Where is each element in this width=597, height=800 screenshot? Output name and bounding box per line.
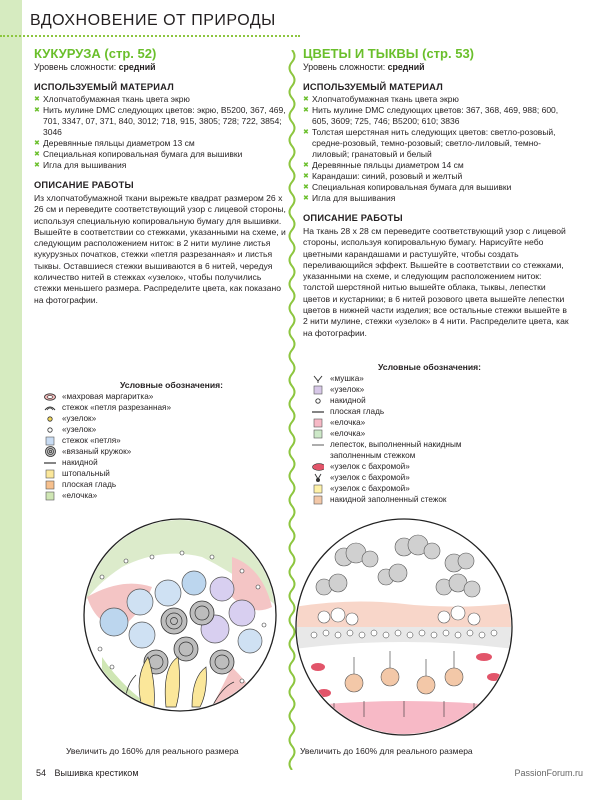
fringed-knot-icon xyxy=(312,473,324,483)
fringed-knot-icon xyxy=(312,484,324,494)
legend-label: «узелок с бахромой» xyxy=(330,462,410,471)
watermark: PassionForum.ru xyxy=(514,768,583,778)
lazy-daisy-icon xyxy=(312,396,324,406)
legend-title: Условные обозначения: xyxy=(120,380,223,390)
legend-label: «вязаный кружок» xyxy=(62,447,132,456)
material-item: ✖ Специальная копировальная бумага для вышивки xyxy=(34,149,289,160)
page-section-title: ВДОХНОВЕНИЕ ОТ ПРИРОДЫ xyxy=(30,12,276,29)
right-column xyxy=(303,46,573,339)
knot-icon xyxy=(44,414,56,424)
material-item: ✖ Нить мулине DMC следующих цветов: 367, 368, 469, 988; 600, 605, 3609; 725, 746; B5200; 610; 3836 xyxy=(303,105,573,127)
legend-item xyxy=(44,468,274,479)
legend-corn xyxy=(44,380,274,501)
cut-loop-icon xyxy=(44,403,56,413)
materials-list xyxy=(34,94,289,171)
pattern-title-flowers: ЦВЕТЫ И ТЫКВЫ (стр. 53) xyxy=(303,46,474,61)
legend-item xyxy=(312,417,577,428)
material-item: ✖ Игла для вышивания xyxy=(303,193,573,204)
corn-pattern-diagram xyxy=(82,517,278,713)
legend-label: накидной xyxy=(62,458,98,467)
materials-heading: ИСПОЛЬЗУЕМЫЙ МАТЕРИАЛ xyxy=(34,82,174,92)
description-text: Из хлопчатобумажной ткани вырежьте квадрат размером 26 x 26 см и переведите соответствующий узор с лицевой стороны, используя специальную копировальную бумагу для вышивки. Вышейте в соответствии со стежками, указанными на схеме, и следующим расположением ниток: в 2 нити мулине листья кукурузных початков, стежки «петля разрезанная» и листья тыквы. Оставшиеся стежки вышиваются в 6 нитей, чередуя количество нитей в стежках «узелок», чтобы получились стежки меньшего размера. Распределите цвета, как показано на фотографии. xyxy=(34,193,286,305)
legend-label: плоская гладь xyxy=(330,407,385,416)
pattern-title-corn: КУКУРУЗА (стр. 52) xyxy=(34,46,157,61)
legend-item xyxy=(44,413,274,424)
legend-item xyxy=(44,402,274,413)
description-heading: ОПИСАНИЕ РАБОТЫ xyxy=(34,180,134,190)
legend-label: «узелок с бахромой» xyxy=(330,473,410,482)
loop-stitch-icon xyxy=(44,436,56,446)
legend-item xyxy=(44,446,274,457)
legend-item xyxy=(44,490,274,501)
fishbone-stitch-icon xyxy=(312,418,324,428)
description-text: На ткань 28 x 28 см переведите соответствующий узор с лицевой стороны, используя копировальную бумагу. Нарисуйте небо цветными карандашами и растушуйте, чтобы создать переливающийся эффект. Вышейте в соответствии со стежками, указанными на схеме, и следующим расположением ниток: толстой шерстяной нитью вышейте облака, тыквы, лепестки цветов и кустарники; в 6 нитей розового цвета вышейте лепестки цветов в нижней части изделия; все остальные стежки вышейте в 2 нити мулине, стежки «узелок» в 4 нити. Распределите цвета, как на фотографии. xyxy=(303,226,569,338)
filled-stitch-icon xyxy=(312,495,324,505)
legend-label: «мушка» xyxy=(330,374,364,383)
page-footer xyxy=(36,768,139,778)
satin-line-icon xyxy=(312,407,324,417)
daisy-stitch-icon xyxy=(44,392,56,402)
legend-label: «елочка» xyxy=(330,429,366,438)
woven-circle-icon xyxy=(44,447,56,457)
materials-list xyxy=(303,94,573,204)
legend-item xyxy=(312,395,577,406)
legend-label: стежок «петля» xyxy=(62,436,121,445)
difficulty-value: средний xyxy=(387,62,425,72)
legend-label: «узелок с бахромой» xyxy=(330,484,410,493)
material-item: ✖ Хлопчатобумажная ткань цвета экрю xyxy=(34,94,289,105)
legend-label: «махровая маргаритка» xyxy=(62,392,154,401)
fishbone-stitch-icon xyxy=(44,491,56,501)
legend-label: «узелок» xyxy=(330,385,365,394)
legend-item xyxy=(44,391,274,402)
left-column xyxy=(34,46,289,306)
legend-title: Условные обозначения: xyxy=(378,362,481,372)
legend-label: «узелок» xyxy=(62,425,97,434)
legend-item xyxy=(312,373,577,384)
petal-line-icon xyxy=(312,440,324,450)
fly-stitch-icon xyxy=(312,374,324,384)
material-item: ✖ Карандаши: синий, розовый и желтый xyxy=(303,171,573,182)
header-divider xyxy=(0,35,300,37)
legend-item xyxy=(312,406,577,417)
legend-label: «елочка» xyxy=(62,491,98,500)
backstitch-line-icon xyxy=(44,458,56,468)
legend-item xyxy=(44,435,274,446)
material-item: ✖ Деревянные пяльцы диаметром 14 см xyxy=(303,160,573,171)
page-number: 54 xyxy=(36,768,47,778)
difficulty-label: Уровень сложности: xyxy=(303,62,386,72)
legend-flowers xyxy=(312,362,577,505)
legend-label: «елочка» xyxy=(330,418,366,427)
difficulty-value: средний xyxy=(118,62,156,72)
material-item: ✖ Специальная копировальная бумага для вышивки xyxy=(303,182,573,193)
legend-item xyxy=(312,494,577,505)
knot-icon xyxy=(44,425,56,435)
legend-item xyxy=(312,461,577,472)
legend-item xyxy=(312,472,577,483)
legend-label: «узелок» xyxy=(62,414,97,423)
legend-label: накидной xyxy=(330,396,366,405)
legend-item xyxy=(312,428,577,439)
legend-label: штопальный xyxy=(62,469,110,478)
knot-icon xyxy=(312,385,324,395)
legend-item xyxy=(44,424,274,435)
legend-item xyxy=(312,483,577,494)
scale-caption: Увеличить до 160% для реального размера xyxy=(300,746,473,756)
difficulty-line xyxy=(34,62,289,73)
legend-label: стежок «петля разрезанная» xyxy=(62,403,172,412)
material-item: ✖ Толстая шерстяная нить следующих цветов: светло-розовый, средне-розовый, темно-розовый; светло-лиловый, темно-лиловый; гранатовый и белый xyxy=(303,127,573,160)
legend-item xyxy=(312,384,577,395)
legend-item xyxy=(312,439,577,461)
legend-label: лепесток, выполненный накидным заполненным стежком xyxy=(330,440,462,460)
satin-stitch-icon xyxy=(44,480,56,490)
scale-caption: Увеличить до 160% для реального размера xyxy=(66,746,239,756)
darning-stitch-icon xyxy=(44,469,56,479)
description-heading: ОПИСАНИЕ РАБОТЫ xyxy=(303,213,403,223)
material-item: ✖ Игла для вышивания xyxy=(34,160,289,171)
fishbone-stitch-icon xyxy=(312,429,324,439)
legend-label: плоская гладь xyxy=(62,480,117,489)
legend-label: накидной заполненный стежок xyxy=(330,495,447,504)
legend-item xyxy=(44,479,274,490)
material-item: ✖ Деревянные пяльцы диаметром 13 см xyxy=(34,138,289,149)
fringed-knot-icon xyxy=(312,462,324,472)
flowers-pattern-diagram xyxy=(294,517,514,737)
difficulty-label: Уровень сложности: xyxy=(34,62,117,72)
difficulty-line xyxy=(303,62,573,73)
magazine-name: Вышивка крестиком xyxy=(54,768,139,778)
materials-heading: ИСПОЛЬЗУЕМЫЙ МАТЕРИАЛ xyxy=(303,82,443,92)
material-item: ✖ Нить мулине DMC следующих цветов: экрю, B5200, 367, 469, 701, 3347, 07, 371, 840, 3012; 718, 915, 3805; 728; 722, 3854; 3046 xyxy=(34,105,289,138)
left-color-stripe xyxy=(0,0,22,800)
legend-item xyxy=(44,457,274,468)
material-item: ✖ Хлопчатобумажная ткань цвета экрю xyxy=(303,94,573,105)
